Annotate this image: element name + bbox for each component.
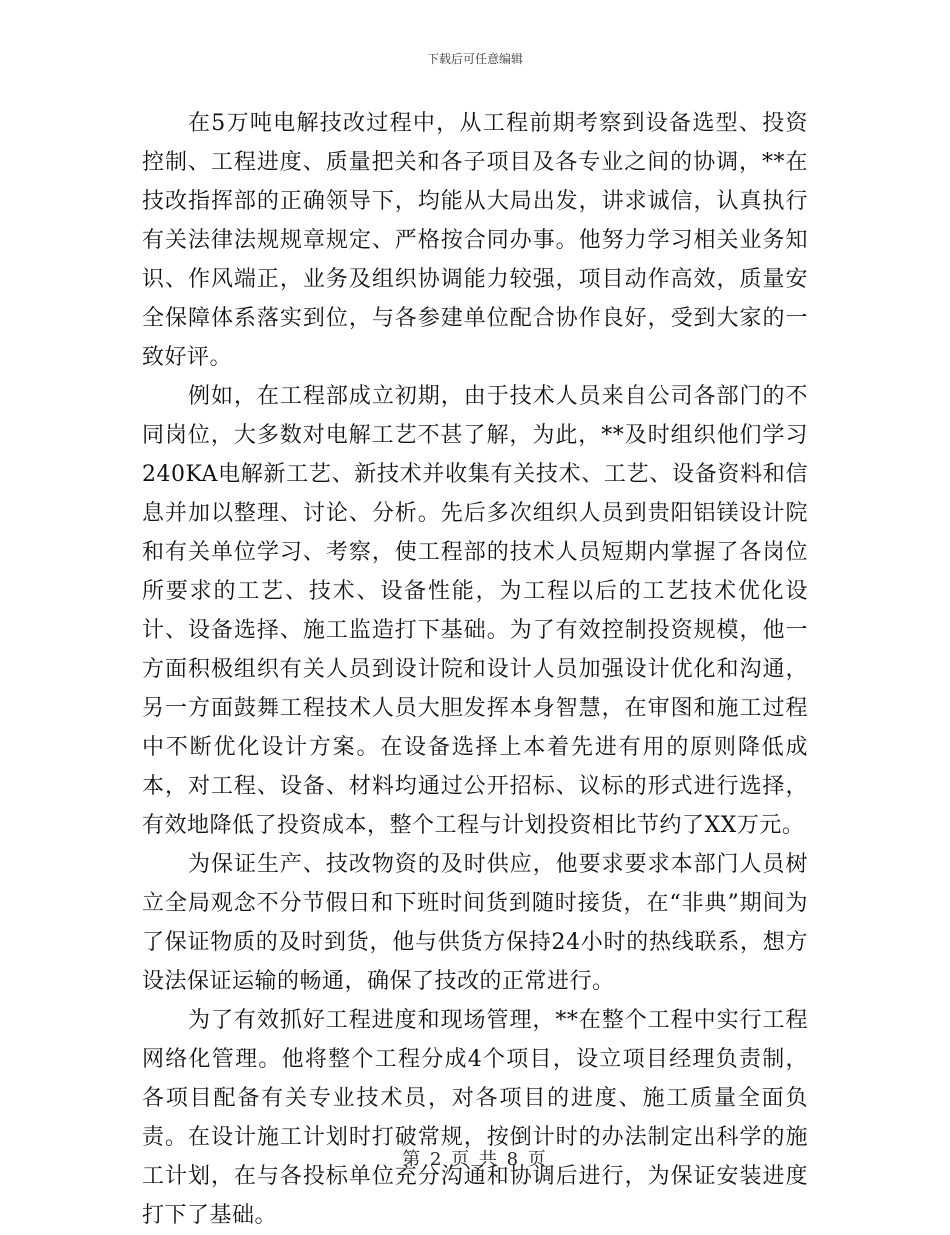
- paragraph: 在5万吨电解技改过程中，从工程前期考察到设备选型、投资控制、工程进度、质量把关和各子项目及各专业之间的协调，**在技改指挥部的正确领导下，均能从大局出发，讲求诚信，认真执行有关法律法规规章规定、严格按合同办事。他努力学习相关业务知识、作风端正，业务及组织协调能力较强，项目动作高效，质量安全保障体系落实到位，与各参建单位配合协作良好，受到大家的一致好评。: [142, 111, 808, 370]
- page-header-note: 下载后可任意编辑: [426, 52, 523, 66]
- document-body: [142, 104, 808, 1235]
- paragraph: 例如，在工程部成立初期，由于技术人员来自公司各部门的不同岗位，大多数对电解工艺不甚了解，为此，**及时组织他们学习240KA电解新工艺、新技术并收集有关技术、工艺、设备资料和信息并加以整理、讨论、分析。先后多次组织人员到贵阳铝镁设计院和有关单位学习、考察，使工程部的技术人员短期内掌握了各岗位所要求的工艺、技术、设备性能，为工程以后的工艺技术优化设计、设备选择、施工监造打下基础。为了有效控制投资规模，他一方面积极组织有关人员到设计院和设计人员加强设计优化和沟通，另一方面鼓舞工程技术人员大胆发挥本身智慧，在审图和施工过程中不断优化设计方案。在设备选择上本着先进有用的原则降低成本，对工程、设备、材料均通过公开招标、议标的形式进行选择，有效地降低了投资成本，整个工程与计划投资相比节约了XX万元。: [142, 384, 808, 838]
- page-number: 第 2 页 共 8 页: [402, 1149, 548, 1170]
- paragraph: 为了有效抓好工程进度和现场管理，**在整个工程中实行工程网络化管理。他将整个工程分成4个项目，设立项目经理负责制，各项目配备有关专业技术员，对各项目的进度、施工质量全面负责。在设计施工计划时打破常规，按倒计时的办法制定出科学的施工计划，在与各投标单位充分沟通和协调后进行，为保证安装进度打下了基础。: [142, 1008, 808, 1228]
- paragraph: 为保证生产、技改物资的及时供应，他要求要求本部门人员树立全局观念不分节假日和下班时间货到随时接货，在“非典”期间为了保证物质的及时到货，他与供货方保持24小时的热线联系，想方设法保证运输的畅通，确保了技改的正常进行。: [142, 852, 808, 994]
